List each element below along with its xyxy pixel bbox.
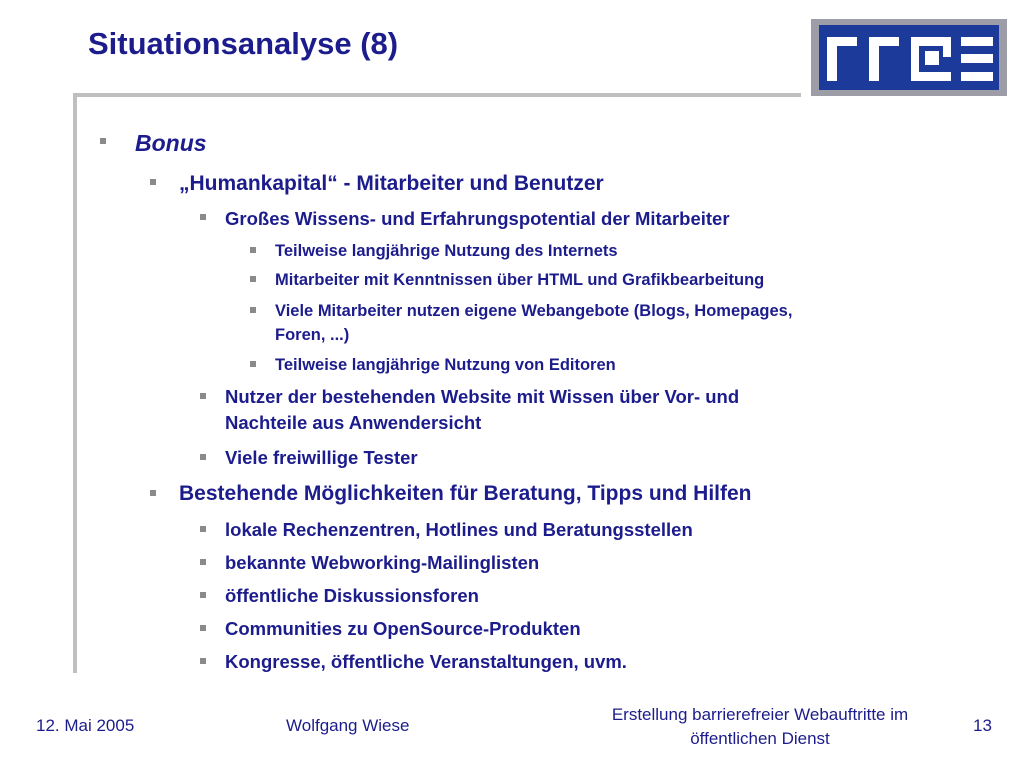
footer-date: 12. Mai 2005 [36,716,135,735]
top-divider [73,93,801,97]
square-bullet-icon [200,658,206,664]
square-bullet-icon [150,490,156,496]
slide-title: Situationsanalyse (8) [88,26,399,61]
square-bullet-icon [200,454,206,460]
square-bullet-icon [250,247,256,253]
page-number: 13 [973,716,992,735]
square-bullet-icon [200,214,206,220]
left-divider [73,93,77,673]
footer-subject-line2: öffentlichen Dienst [690,729,830,748]
square-bullet-icon [200,592,206,598]
footer-author: Wolfgang Wiese [286,716,410,735]
square-bullet-icon [200,393,206,399]
rrze-logo-icon [819,25,999,90]
square-bullet-icon [200,559,206,565]
square-bullet-icon [200,526,206,532]
footer-subject [560,703,960,751]
square-bullet-icon [100,138,106,144]
square-bullet-icon [250,276,256,282]
rrze-logo [811,19,1007,96]
square-bullet-icon [200,625,206,631]
square-bullet-icon [250,361,256,367]
square-bullet-icon [150,179,156,185]
footer-subject-line1: Erstellung barrierefreier Webauftritte im [611,705,909,724]
square-bullet-icon [250,307,256,313]
